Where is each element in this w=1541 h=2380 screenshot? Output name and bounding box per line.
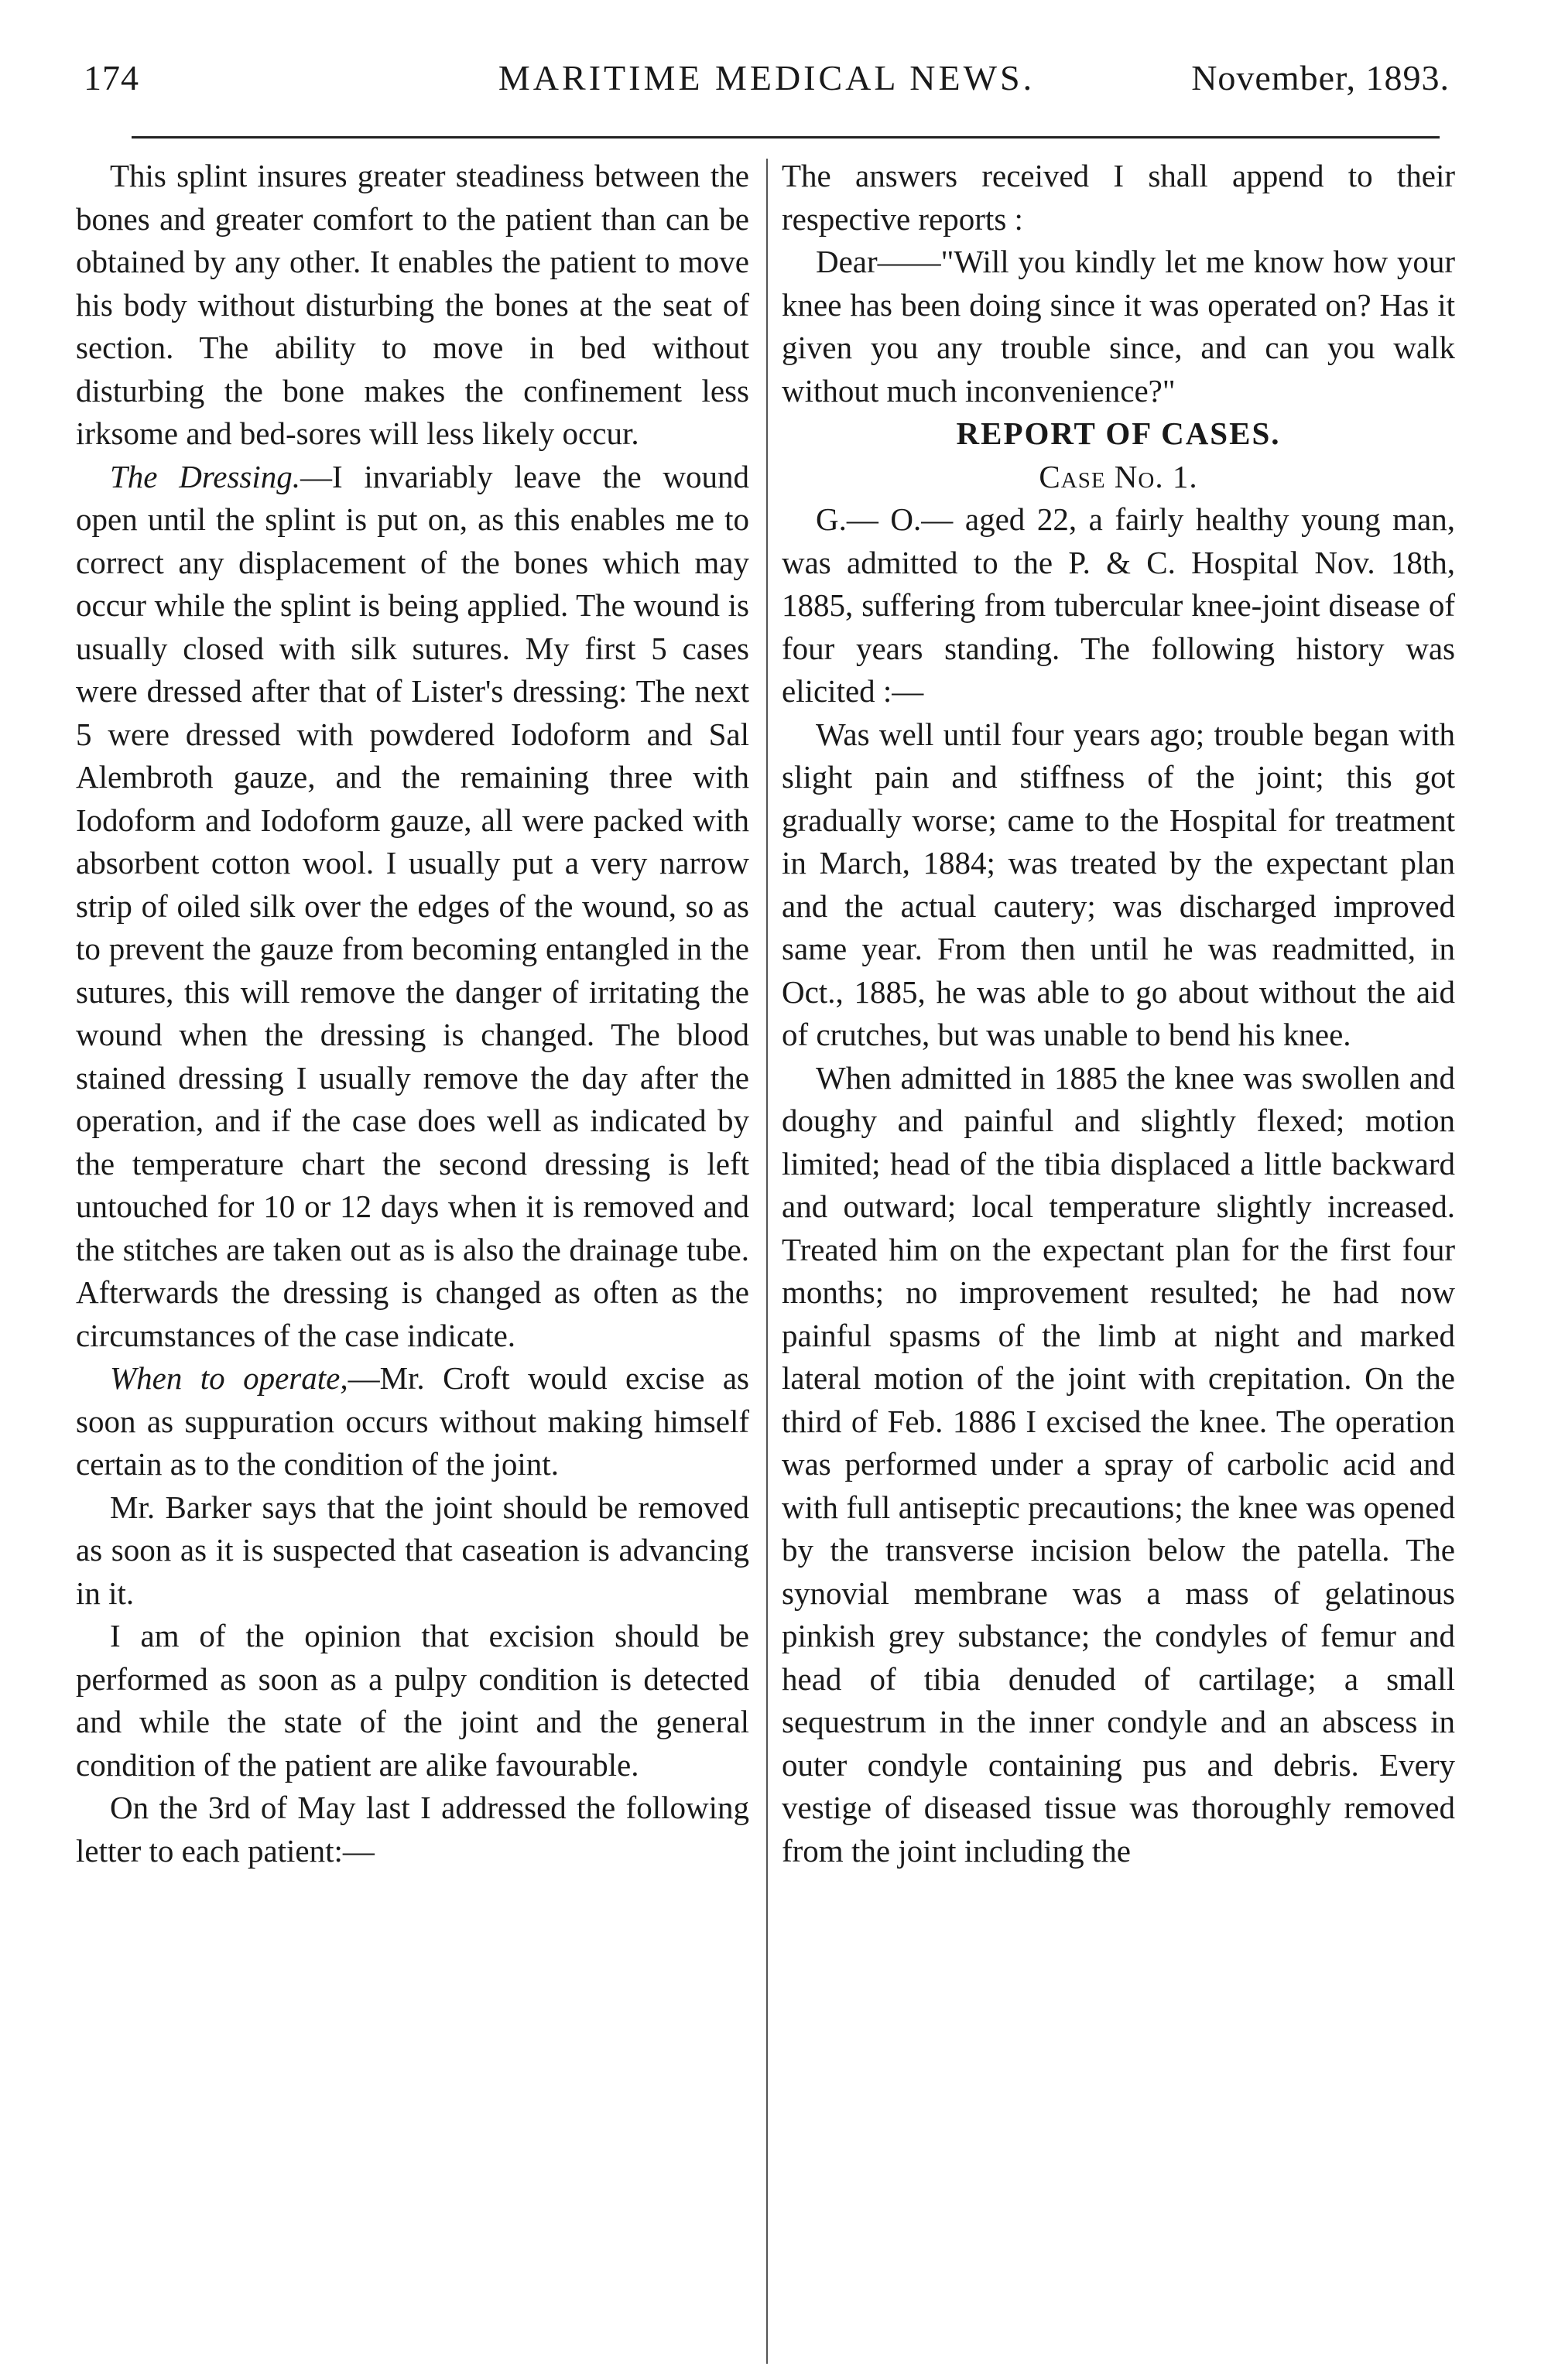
paragraph-answers: The answers received I shall append to their respective reports : bbox=[782, 158, 1455, 237]
paragraph-dressing bbox=[76, 456, 749, 1358]
paragraph-when-to-operate bbox=[76, 1357, 749, 1486]
column-divider bbox=[766, 159, 768, 2364]
paragraph-admission: When admitted in 1885 the knee was swollen and doughy and painful and slightly flexed; motion limited; head of the tibia displaced a little backward and outward; local temperature slightly increased. Treated him on the expectant plan for the first four months; no improvement resulted; he had now painful spasms of the limb at night and marked lateral motion of the joint with crepitation. On the third of Feb. 1886 I excised the knee. The operation was performed under a spray of carbolic acid and with full antiseptic precautions; the knee was opened by the transverse incision below the patella. The synovial membrane was a mass of gelatinous pinkish grey substance; the condyles of femur and head of tibia denuded of cartilage; a small sequestrum in the inner condyle and an abscess in outer condyle containing pus and debris. Every vestige of diseased tissue was thoroughly removed from the joint including the bbox=[782, 1059, 1455, 1869]
issue-date: November, 1893. bbox=[1191, 58, 1450, 97]
run-in-heading-dressing: The Dressing. bbox=[110, 458, 301, 494]
case-heading: Case No. 1. bbox=[1039, 458, 1198, 494]
left-column bbox=[76, 155, 749, 1872]
page-number: 174 bbox=[84, 58, 139, 97]
paragraph-barker: Mr. Barker says that the joint should be removed as soon as it is suspected that caseation is advancing in it. bbox=[76, 1489, 749, 1611]
paragraph-case-intro: G.— O.— aged 22, a fairly healthy young man, was admitted to the P. & C. Hospital Nov. 18th, 1885, suffering from tubercular knee-joint disease of four years standing. The following history was elicited :— bbox=[782, 501, 1455, 709]
paragraph-letter-text: Dear——"Will you kindly let me know how your knee has been doing since it was operated on? Has it given you any trouble since, and can you walk without much inconvenience?" bbox=[782, 244, 1455, 409]
run-in-heading-when-to-operate: When to operate, bbox=[110, 1360, 348, 1396]
right-column bbox=[782, 155, 1455, 1872]
paragraph-history: Was well until four years ago; trouble began with slight pain and stiffness of the joint; this got gradually worse; came to the Hospital for treatment in March, 1884; was treated by the expectant plan and the actual cautery; was discharged improved same year. From then until he was readmitted, in Oct., 1885, he was able to go about without the aid of crutches, but was unable to bend his knee. bbox=[782, 716, 1455, 1052]
header-rule bbox=[132, 136, 1440, 138]
journal-title: MARITIME MEDICAL NEWS. bbox=[498, 58, 1036, 97]
paragraph-letter: On the 3rd of May last I addressed the following letter to each patient:— bbox=[76, 1790, 749, 1869]
running-header bbox=[84, 51, 1450, 105]
section-heading: REPORT OF CASES. bbox=[956, 415, 1281, 451]
when-to-operate-text: —Mr. Croft would excise as soon as suppuration occurs without making himself certain as to the condition of the joint. bbox=[76, 1360, 749, 1482]
paragraph-opinion: I am of the opinion that excision should be performed as soon as a pulpy condition is detected and while the state of the joint and the general condition of the patient are alike favourable. bbox=[76, 1618, 749, 1783]
paragraph-splint: This splint insures greater steadiness between the bones and greater comfort to the patient than can be obtained by any other. It enables the patient to move his body without disturbing the bones at the seat of section. The ability to move in bed without disturbing the bone makes the confinement less irksome and bed-sores will less likely occur. bbox=[76, 158, 749, 451]
dressing-text: —I invariably leave the wound open until the splint is put on, as this enables me to correct any displacement of the bones which may occur while the splint is being applied. The wound is usually closed with silk sutures. My first 5 cases were dressed after that of Lister's dressing: The next 5 were dressed with powdered Iodoform and Sal Alembroth gauze, and the remaining three with Iodoform and Iodoform gauze, all were packed with absorbent cotton wool. I usually put a very narrow strip of oiled silk over the edges of the wound, so as to prevent the gauze from becoming entangled in the sutures, this will remove the danger of irritating the wound when the dressing is changed. The blood stained dressing I usually remove the day after the operation, and if the case does well as indicated by the temperature chart the second dressing is left untouched for 10 or 12 days when it is removed and the stitches are taken out as is also the drainage tube. Afterwards the dressing is changed as often as the circumstances of the case indicate. bbox=[76, 458, 750, 1353]
